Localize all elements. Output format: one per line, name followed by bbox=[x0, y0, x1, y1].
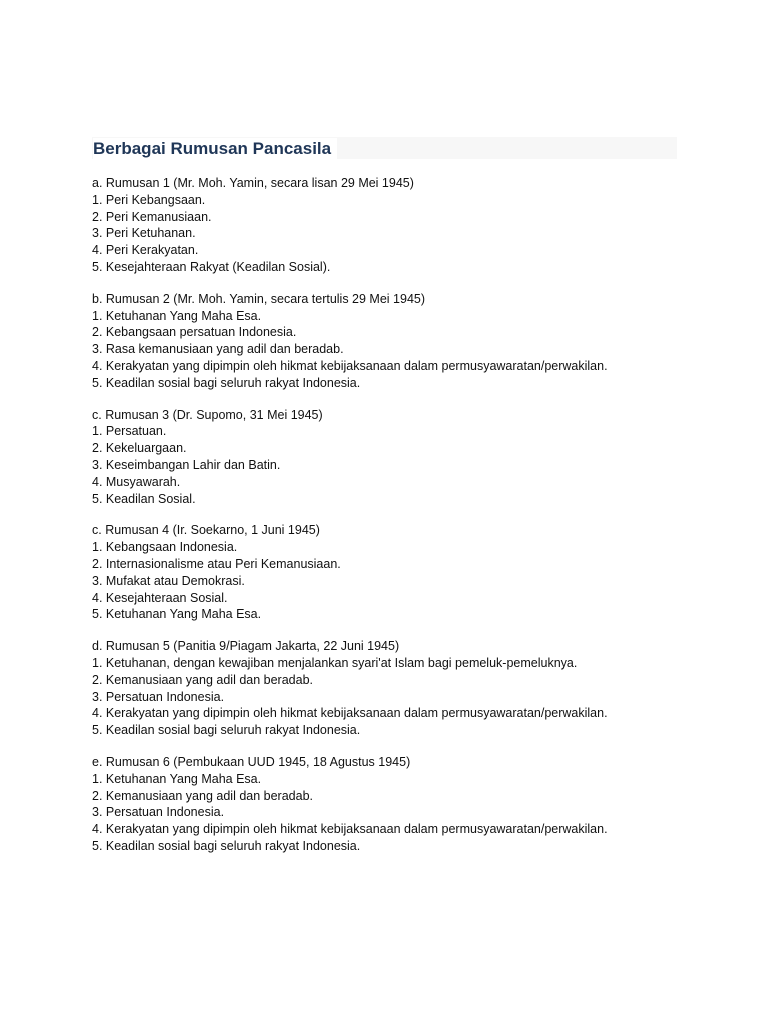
list-item: 3. Rasa kemanusiaan yang adil dan beradab. bbox=[92, 342, 344, 357]
list-item: 5. Keadilan sosial bagi seluruh rakyat Indonesia. bbox=[92, 375, 361, 390]
list-item: 4. Kesejahteraan Sosial. bbox=[92, 590, 228, 605]
list-item: 2. Kebangsaan persatuan Indonesia. bbox=[92, 325, 297, 340]
section-heading: b. Rumusan 2 (Mr. Moh. Yamin, secara tertulis 29 Mei 1945) bbox=[92, 291, 426, 306]
document-content bbox=[92, 137, 677, 870]
list-item: 1. Ketuhanan, dengan kewajiban menjalankan syari'at Islam bagi pemeluk-pemeluknya. bbox=[92, 655, 578, 670]
section-rumusan-4 bbox=[92, 522, 677, 623]
section-rumusan-2 bbox=[92, 291, 677, 392]
section-heading: d. Rumusan 5 (Panitia 9/Piagam Jakarta, 22 Juni 1945) bbox=[92, 639, 400, 654]
list-item: 5. Keadilan Sosial. bbox=[92, 491, 196, 506]
title-bar bbox=[92, 137, 677, 159]
list-item: 2. Peri Kemanusiaan. bbox=[92, 209, 212, 224]
list-item: 5. Ketuhanan Yang Maha Esa. bbox=[92, 607, 262, 622]
list-item: 2. Kekeluargaan. bbox=[92, 441, 187, 456]
section-heading: e. Rumusan 6 (Pembukaan UUD 1945, 18 Agustus 1945) bbox=[92, 754, 411, 769]
list-item: 2. Kemanusiaan yang adil dan beradab. bbox=[92, 672, 313, 687]
list-item: 4. Kerakyatan yang dipimpin oleh hikmat kebijaksanaan dalam permusyawaratan/perwakilan. bbox=[92, 822, 608, 837]
list-item: 2. Kemanusiaan yang adil dan beradab. bbox=[92, 788, 313, 803]
section-rumusan-5 bbox=[92, 638, 677, 739]
list-item: 3. Peri Ketuhanan. bbox=[92, 226, 196, 241]
page-title: Berbagai Rumusan Pancasila bbox=[93, 138, 337, 160]
list-item: 2. Internasionalisme atau Peri Kemanusiaan. bbox=[92, 556, 341, 571]
section-heading: a. Rumusan 1 (Mr. Moh. Yamin, secara lisan 29 Mei 1945) bbox=[92, 176, 414, 190]
list-item: 4. Peri Kerakyatan. bbox=[92, 243, 199, 258]
list-item: 4. Kerakyatan yang dipimpin oleh hikmat kebijaksanaan dalam permusyawaratan/perwakilan. bbox=[92, 358, 608, 373]
section-rumusan-3 bbox=[92, 407, 677, 508]
list-item: 3. Mufakat atau Demokrasi. bbox=[92, 573, 245, 588]
list-item: 4. Kerakyatan yang dipimpin oleh hikmat kebijaksanaan dalam permusyawaratan/perwakilan. bbox=[92, 706, 608, 721]
section-heading: c. Rumusan 4 (Ir. Soekarno, 1 Juni 1945) bbox=[92, 523, 320, 538]
section-rumusan-6 bbox=[92, 754, 677, 855]
list-item: 1. Peri Kebangsaan. bbox=[92, 192, 206, 207]
list-item: 5. Keadilan sosial bagi seluruh rakyat Indonesia. bbox=[92, 723, 361, 738]
list-item: 1. Kebangsaan Indonesia. bbox=[92, 540, 238, 555]
list-item: 4. Musyawarah. bbox=[92, 474, 181, 489]
list-item: 5. Keadilan sosial bagi seluruh rakyat Indonesia. bbox=[92, 838, 361, 853]
section-rumusan-1 bbox=[92, 175, 677, 276]
list-item: 5. Kesejahteraan Rakyat (Keadilan Sosial). bbox=[92, 259, 331, 274]
list-item: 3. Persatuan Indonesia. bbox=[92, 689, 225, 704]
list-item: 1. Ketuhanan Yang Maha Esa. bbox=[92, 308, 262, 323]
list-item: 3. Persatuan Indonesia. bbox=[92, 805, 225, 820]
list-item: 3. Keseimbangan Lahir dan Batin. bbox=[92, 457, 281, 472]
list-item: 1. Persatuan. bbox=[92, 424, 167, 439]
list-item: 1. Ketuhanan Yang Maha Esa. bbox=[92, 771, 262, 786]
section-heading: c. Rumusan 3 (Dr. Supomo, 31 Mei 1945) bbox=[92, 407, 323, 422]
